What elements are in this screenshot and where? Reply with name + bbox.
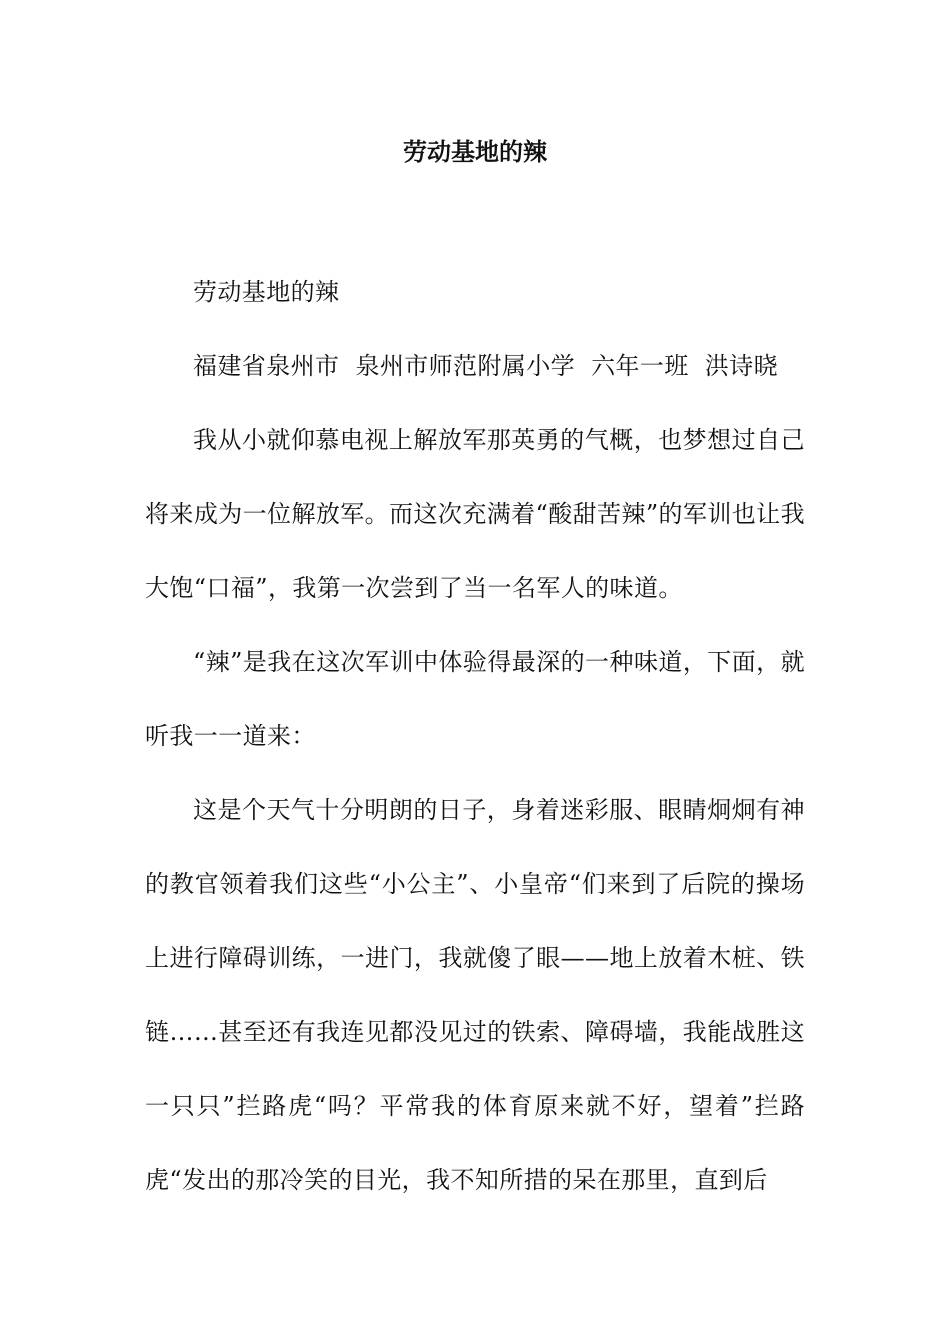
paragraph-author-line: 福建省泉州市 泉州市师范附属小学 六年一班 洪诗晓 [193, 352, 778, 380]
paragraph-intro: 我从小就仰慕电视上解放军那英勇的气概，也梦想过自己将来成为一位解放军。而这次充满着“酸甜苦辣”的军训也让我大饱“口福”，我第一次尝到了当一名军人的味道。 [145, 426, 805, 602]
paragraph-heading: 劳动基地的辣 [193, 278, 340, 306]
document-title: 劳动基地的辣 [403, 137, 547, 166]
paragraph-spicy: “辣”是我在这次军训中体验得最深的一种味道，下面，就听我一一道来： [145, 648, 805, 750]
document-body [145, 255, 805, 1217]
paragraph-training: 这是个天气十分明朗的日子，身着迷彩服、眼睛炯炯有神的教官领着我们这些“小公主”、小皇帝“们来到了后院的操场上进行障碍训练，一进门，我就傻了眼——地上放着木桩、铁链……甚至还有我连见都没见过的铁索、障碍墙，我能战胜这一只只”拦路虎“吗？平常我的体育原来就不好，望着”拦路虎“发出的那冷笑的目光，我不知所措的呆在那里，直到后 [145, 796, 805, 1194]
